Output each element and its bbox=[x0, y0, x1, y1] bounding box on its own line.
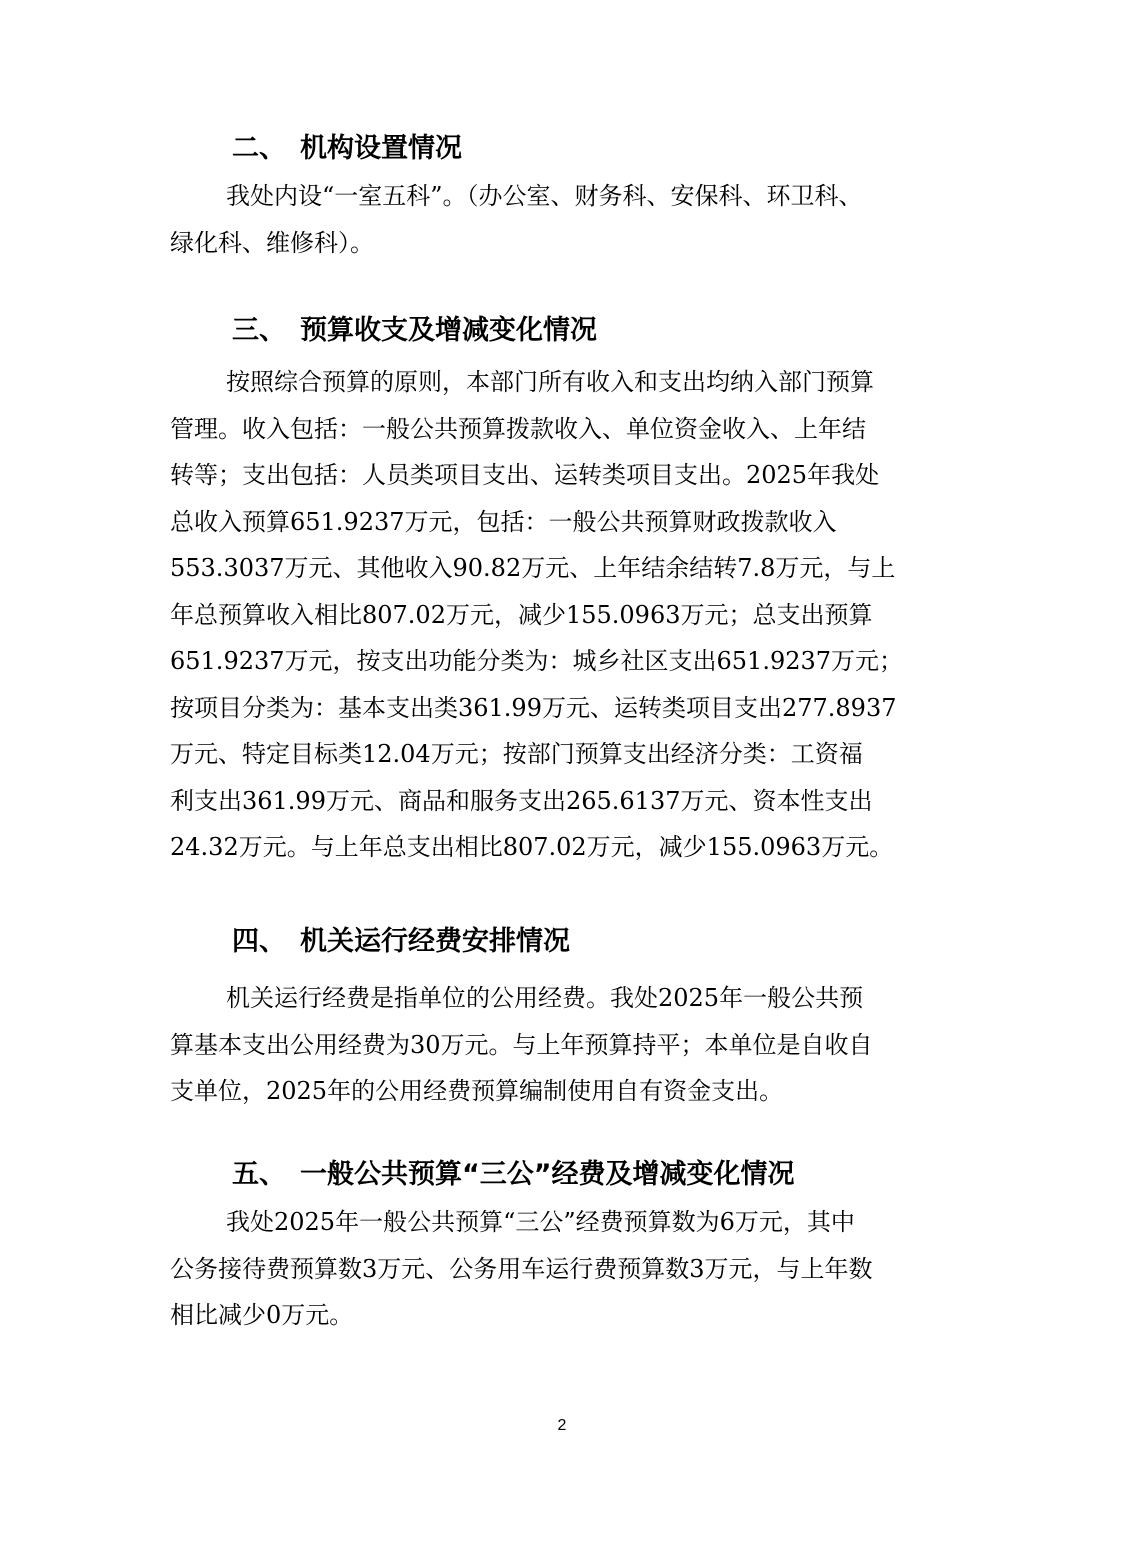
text-line: 相比减少0万元。 bbox=[170, 1301, 354, 1329]
section-title: 预算收支及增减变化情况 bbox=[300, 315, 597, 346]
text-line: 绿化科、维修科）。 bbox=[170, 228, 374, 257]
text-line: 算基本支出公用经费为30万元。与上年预算持平；本单位是自收自 bbox=[170, 1030, 873, 1059]
text-line: 24.32万元。与上年总支出相比807.02万元，减少155.0963万元。 bbox=[170, 833, 894, 861]
section-number: 二、 bbox=[232, 133, 286, 164]
paragraph-operating-expenses bbox=[170, 975, 970, 1115]
section-title: 一般公共预算“三公”经费及增减变化情况 bbox=[300, 1159, 795, 1190]
text-line: 转等；支出包括：人员类项目支出、运转类项目支出。2025年我处 bbox=[170, 461, 880, 489]
text-line: 651.9237万元，按支出功能分类为：城乡社区支出651.9237万元； bbox=[170, 647, 904, 675]
text-line: 按项目分类为：基本支出类361.99万元、运转类项目支出277.8937 bbox=[170, 693, 897, 722]
page-number: 2 bbox=[557, 1417, 567, 1434]
text-line: 公务接待费预算数3万元、公务用车运行费预算数3万元，与上年数 bbox=[170, 1254, 873, 1283]
section-heading-budget bbox=[232, 314, 597, 348]
paragraph-three-public-expenses bbox=[170, 1199, 970, 1339]
section-number: 五、 bbox=[232, 1159, 286, 1190]
section-heading-operating-expenses bbox=[232, 925, 570, 959]
section-number: 四、 bbox=[232, 926, 286, 957]
text-line: 总收入预算651.9237万元，包括：一般公共预算财政拨款收入 bbox=[170, 507, 837, 536]
section-heading-organization bbox=[232, 132, 462, 166]
text-line: 利支出361.99万元、商品和服务支出265.6137万元、资本性支出 bbox=[170, 786, 873, 815]
text-line: 553.3037万元、其他收入90.82万元、上年结余结转7.8万元，与上 bbox=[170, 554, 896, 582]
text-line: 按照综合预算的原则，本部门所有收入和支出均纳入部门预算 bbox=[226, 368, 874, 396]
section-title: 机关运行经费安排情况 bbox=[300, 926, 570, 957]
section-title: 机构设置情况 bbox=[300, 133, 462, 164]
text-line: 支单位，2025年的公用经费预算编制使用自有资金支出。 bbox=[170, 1077, 784, 1105]
paragraph-budget bbox=[170, 359, 970, 871]
text-line: 我处内设“一室五科”。（办公室、财务科、安保科、环卫科、 bbox=[226, 182, 863, 210]
paragraph-organization bbox=[170, 173, 970, 266]
section-number: 三、 bbox=[232, 315, 286, 346]
text-line: 年总预算收入相比807.02万元，减少155.0963万元；总支出预算 bbox=[170, 600, 873, 629]
text-line: 万元、特定目标类12.04万元；按部门预算支出经济分类：工资福 bbox=[170, 740, 863, 768]
section-heading-three-public-expenses bbox=[232, 1158, 795, 1192]
text-line: 机关运行经费是指单位的公用经费。我处2025年一般公共预 bbox=[226, 984, 864, 1012]
text-line: 管理。收入包括：一般公共预算拨款收入、单位资金收入、上年结 bbox=[170, 414, 866, 443]
text-line: 我处2025年一般公共预算“三公”经费预算数为6万元，其中 bbox=[226, 1208, 855, 1236]
